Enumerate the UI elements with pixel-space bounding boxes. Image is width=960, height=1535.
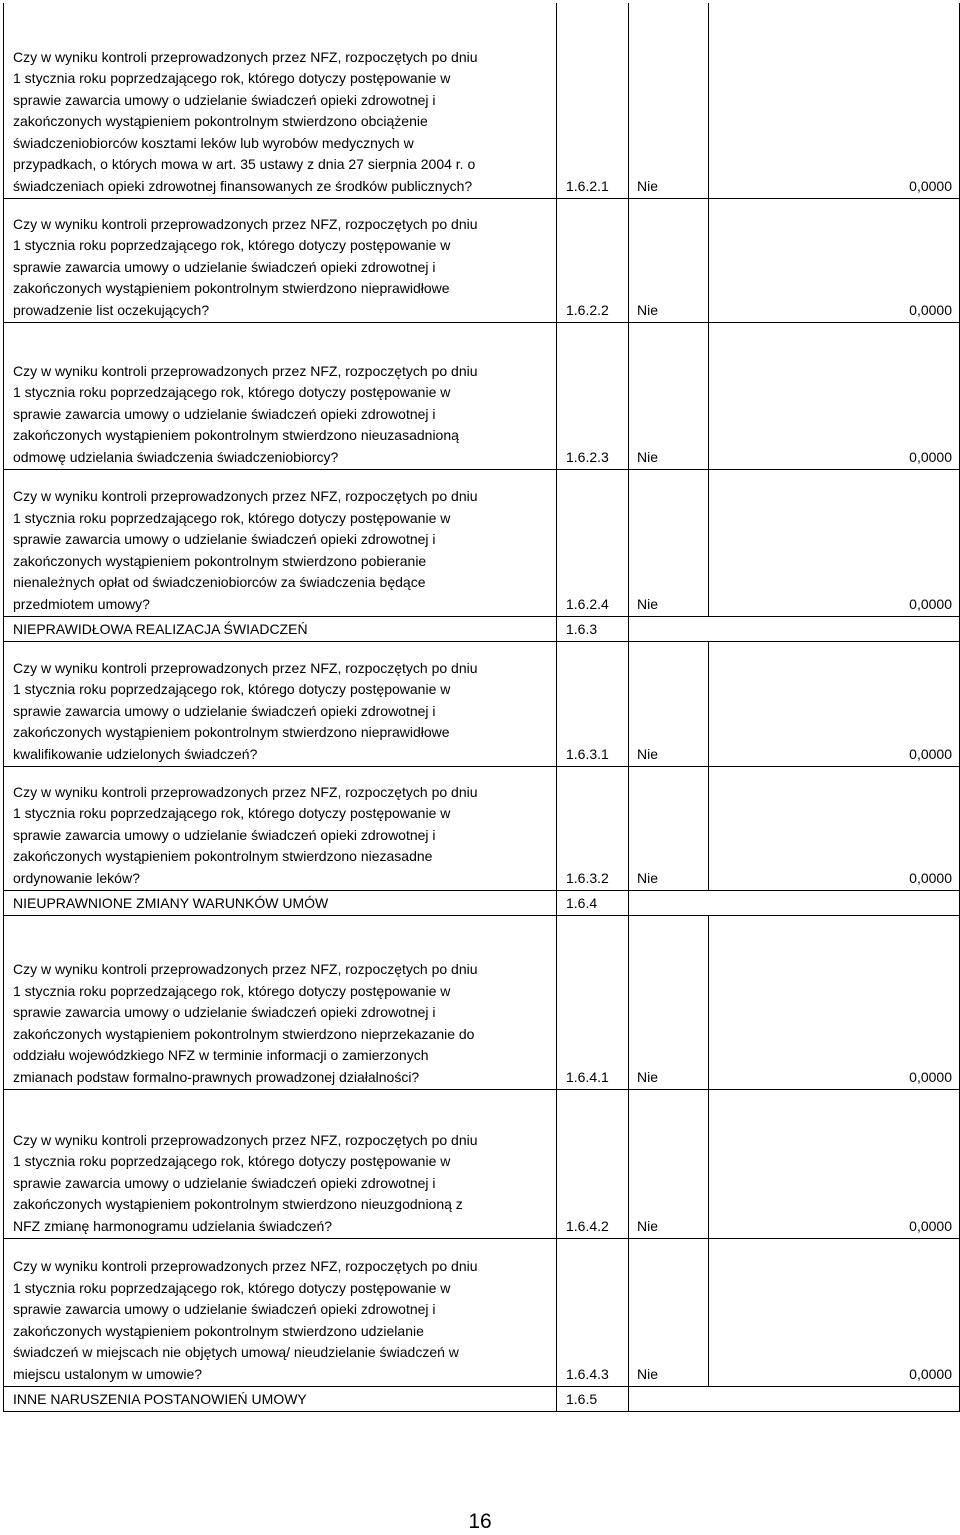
question-row (4, 1089, 959, 1238)
score-value (709, 1387, 959, 1411)
score-value: 0,0000 (909, 1217, 952, 1234)
question-code: 1.6.5 (557, 1387, 629, 1411)
question-row (4, 3, 959, 198)
question-code: 1.6.3.2 (557, 767, 629, 890)
answer-cell: Nie (629, 1239, 709, 1386)
answer-cell: Nie (629, 642, 709, 766)
question-code: 1.6.2.2 (557, 199, 629, 322)
question-row (4, 641, 959, 766)
question-text: Czy w wyniku kontroli przeprowadzonych przez NFZ, rozpoczętych po dniu 1 stycznia roku poprzedzającego rok, którego dotyczy postępowanie w sprawie zawarcia umowy o udzielanie świadczeń opieki zdrowotnej i zakończonych wystąpieniem pokontrolnym stwierdzono udzielanie świadczeń w miejscach nie objętych umową/ nieudzielanie świadczeń w miejscu ustalonym w umowie? (4, 1239, 557, 1386)
question-text: Czy w wyniku kontroli przeprowadzonych przez NFZ, rozpoczętych po dniu 1 stycznia roku poprzedzającego rok, którego dotyczy postępowanie w sprawie zawarcia umowy o udzielanie świadczeń opieki zdrowotnej i zakończonych wystąpieniem pokontrolnym stwierdzono obciążenie świadczeniobiorców kosztami leków lub wyrobów medycznych w przypadkach, o których mowa w art. 35 ustawy z dnia 27 sierpnia 2004 r. o świadczeniach opieki zdrowotnej finansowanych ze środków publicznych? (4, 3, 557, 198)
answer-cell (629, 1387, 709, 1411)
question-text: Czy w wyniku kontroli przeprowadzonych przez NFZ, rozpoczętych po dniu 1 stycznia roku poprzedzającego rok, którego dotyczy postępowanie w sprawie zawarcia umowy o udzielanie świadczeń opieki zdrowotnej i zakończonych wystąpieniem pokontrolnym stwierdzono nieprawidłowe kwalifikowanie udzielonych świadczeń? (4, 642, 557, 766)
question-row (4, 915, 959, 1089)
question-code: 1.6.3.1 (557, 642, 629, 766)
question-text: Czy w wyniku kontroli przeprowadzonych przez NFZ, rozpoczętych po dniu 1 stycznia roku poprzedzającego rok, którego dotyczy postępowanie w sprawie zawarcia umowy o udzielanie świadczeń opieki zdrowotnej i zakończonych wystąpieniem pokontrolnym stwierdzono nieprawidłowe prowadzenie list oczekujących? (4, 199, 557, 322)
answer-cell: Nie (629, 1090, 709, 1238)
score-value (709, 617, 959, 641)
score-value: 0,0000 (909, 869, 952, 886)
answer-cell: Nie (629, 470, 709, 616)
section-header-row (4, 1386, 959, 1411)
question-code: 1.6.3 (557, 617, 629, 641)
question-row (4, 322, 959, 469)
question-code: 1.6.4 (557, 891, 629, 915)
question-row (4, 766, 959, 890)
answer-cell: Nie (629, 767, 709, 890)
questionnaire-table (3, 3, 960, 1412)
answer-cell: Nie (629, 3, 709, 198)
score-value: 0,0000 (909, 448, 952, 465)
question-code: 1.6.4.3 (557, 1239, 629, 1386)
answer-cell: Nie (629, 199, 709, 322)
score-value: 0,0000 (909, 301, 952, 318)
score-value: 0,0000 (909, 1068, 952, 1085)
question-code: 1.6.2.1 (557, 3, 629, 198)
question-row (4, 1238, 959, 1386)
answer-cell (629, 891, 709, 915)
question-text: Czy w wyniku kontroli przeprowadzonych przez NFZ, rozpoczętych po dniu 1 stycznia roku poprzedzającego rok, którego dotyczy postępowanie w sprawie zawarcia umowy o udzielanie świadczeń opieki zdrowotnej i zakończonych wystąpieniem pokontrolnym stwierdzono nieprzekazanie do oddziału wojewódzkiego NFZ w terminie informacji o zamierzonych zmianach podstaw formalno-prawnych prowadzonej działalności? (4, 916, 557, 1089)
question-text: Czy w wyniku kontroli przeprowadzonych przez NFZ, rozpoczętych po dniu 1 stycznia roku poprzedzającego rok, którego dotyczy postępowanie w sprawie zawarcia umowy o udzielanie świadczeń opieki zdrowotnej i zakończonych wystąpieniem pokontrolnym stwierdzono pobieranie nienależnych opłat od świadczeniobiorców za świadczenia będące przedmiotem umowy? (4, 470, 557, 616)
question-row (4, 469, 959, 616)
score-value (709, 891, 959, 915)
page-number: 16 (468, 1510, 492, 1533)
question-row (4, 198, 959, 322)
question-code: 1.6.2.4 (557, 470, 629, 616)
question-text: Czy w wyniku kontroli przeprowadzonych przez NFZ, rozpoczętych po dniu 1 stycznia roku poprzedzającego rok, którego dotyczy postępowanie w sprawie zawarcia umowy o udzielanie świadczeń opieki zdrowotnej i zakończonych wystąpieniem pokontrolnym stwierdzono niezasadne ordynowanie leków? (4, 767, 557, 890)
question-code: 1.6.4.2 (557, 1090, 629, 1238)
answer-cell: Nie (629, 323, 709, 469)
score-value: 0,0000 (909, 177, 952, 194)
section-title: INNE NARUSZENIA POSTANOWIEŃ UMOWY (4, 1387, 557, 1411)
answer-cell (629, 617, 709, 641)
score-value: 0,0000 (909, 1365, 952, 1382)
question-code: 1.6.4.1 (557, 916, 629, 1089)
question-code: 1.6.2.3 (557, 323, 629, 469)
answer-cell: Nie (629, 916, 709, 1089)
score-value: 0,0000 (909, 745, 952, 762)
score-value: 0,0000 (909, 595, 952, 612)
section-header-row (4, 890, 959, 915)
question-text: Czy w wyniku kontroli przeprowadzonych przez NFZ, rozpoczętych po dniu 1 stycznia roku poprzedzającego rok, którego dotyczy postępowanie w sprawie zawarcia umowy o udzielanie świadczeń opieki zdrowotnej i zakończonych wystąpieniem pokontrolnym stwierdzono nieuzgodnioną z NFZ zmianę harmonogramu udzielania świadczeń? (4, 1090, 557, 1238)
section-title: NIEPRAWIDŁOWA REALIZACJA ŚWIADCZEŃ (4, 617, 557, 641)
section-header-row (4, 616, 959, 641)
question-text: Czy w wyniku kontroli przeprowadzonych przez NFZ, rozpoczętych po dniu 1 stycznia roku poprzedzającego rok, którego dotyczy postępowanie w sprawie zawarcia umowy o udzielanie świadczeń opieki zdrowotnej i zakończonych wystąpieniem pokontrolnym stwierdzono nieuzasadnioną odmowę udzielania świadczenia świadczeniobiorcy? (4, 323, 557, 469)
section-title: NIEUPRAWNIONE ZMIANY WARUNKÓW UMÓW (4, 891, 557, 915)
